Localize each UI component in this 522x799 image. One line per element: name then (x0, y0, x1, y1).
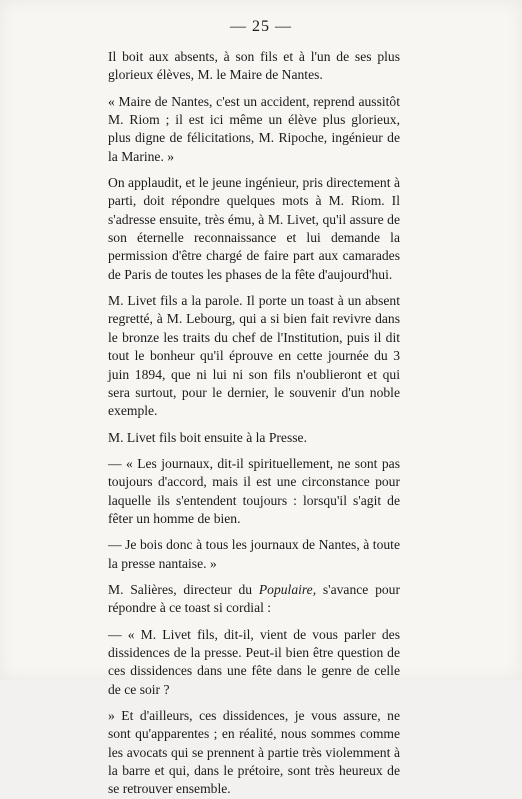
paragraph: — « M. Livet fils, dit-il, vient de vous parler des dissidences de la presse. Peut-il bien être question de ces dissidences dans une fête dans le genre de celle de ce soir ? (108, 626, 400, 697)
paragraph-text: M. Salières, directeur du (108, 581, 259, 597)
paragraph-text: s'avance pour répondre à ce toast si cordial : (108, 581, 401, 616)
paragraph (108, 581, 400, 618)
paragraph: M. Livet fils boit ensuite à la Presse. (108, 429, 307, 445)
paragraph: » Et d'ailleurs, ces dissidences, je vous assure, ne sont qu'apparentes ; en réalité, nous sommes comme les avocats qui se prennent à partie très violemment à la barre et qui, dans le prétoire, sont très heureux de se retrouver ensemble. (108, 708, 400, 797)
paragraph: — « Les journaux, dit-il spirituellement, ne sont pas toujours d'accord, mais il est une circonstance pour laquelle ils s'entendent toujours : lorsqu'il s'agit de fêter un homme de bien. (108, 455, 400, 526)
paragraph: On applaudit, et le jeune ingénieur, pris directement à parti, doit répondre quelques mots à M. Riom. Il s'adresse ensuite, très ému, à M. Livet, qu'il assure de son éternelle reconnaissance et lui demande la permission d'être chargé de faire part aux camarades de Paris de toutes les phases de la fête d'aujourd'hui. (108, 175, 400, 282)
paragraph: « Maire de Nantes, c'est un accident, reprend aussitôt M. Riom ; il est ici même un élève plus glorieux, plus digne de félicitations, M. Ripoche, ingénieur de la Marine. » (108, 93, 400, 164)
paragraph: M. Livet fils a la parole. Il porte un toast à un absent regretté, à M. Lebourg, qui a si bien fait revivre dans le bronze les traits du chef de l'Institution, puis il dit tout le bonheur qu'il éprouve en cette journée du 3 juin 1894, que ni lui ni son fils n'oublieront et qui sera surtout, pour le dernier, le souvenir d'un noble exemple. (108, 293, 400, 419)
paragraph: Il boit aux absents, à son fils et à l'un de ses plus glorieux élèves, M. le Maire de Nantes. (108, 49, 400, 83)
page-number: — 25 — (230, 18, 292, 35)
paragraph: — Je bois donc à tous les journaux de Nantes, à toute la presse nantaise. » (108, 537, 400, 571)
newspaper-name: Populaire, (258, 581, 317, 597)
body-text (108, 48, 400, 799)
